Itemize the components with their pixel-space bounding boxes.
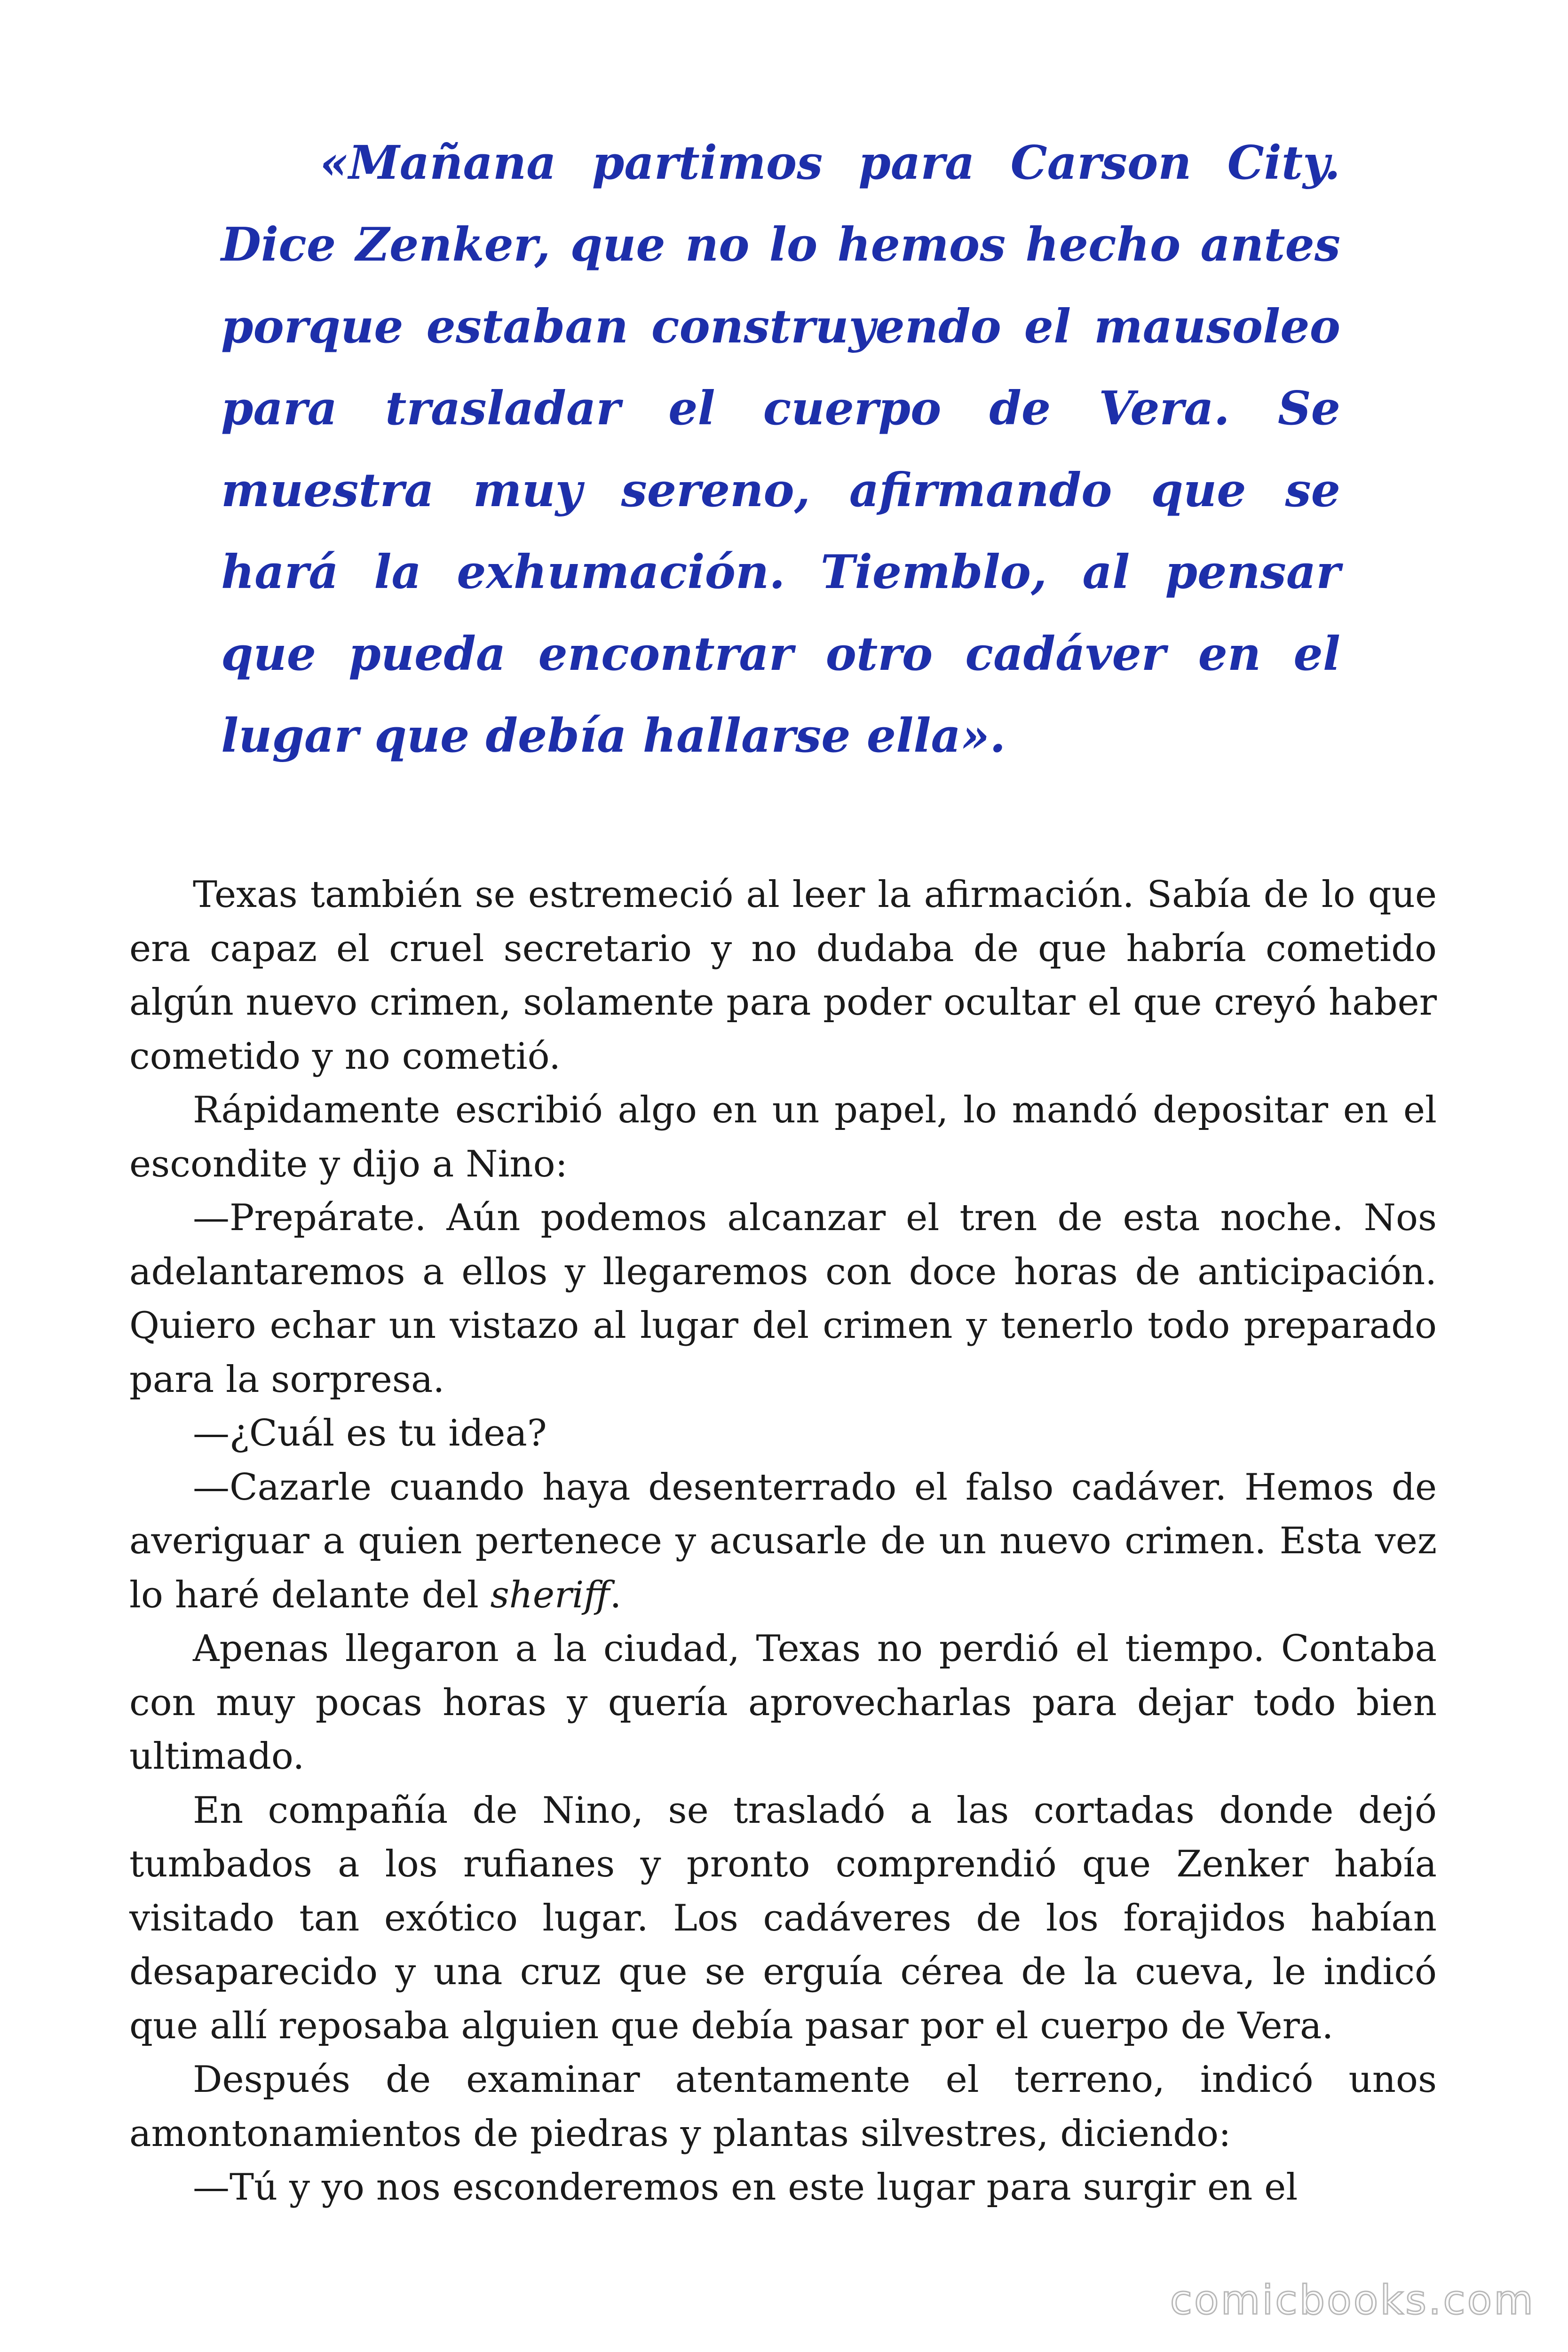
dialogue-paragraph [129,1461,1437,1622]
paragraph-text: —Cazarle cuando haya desenterrado el falso cadáver. Hemos de averiguar a quien pertenece y acusarle de un nuevo crimen. Esta vez lo haré delante del [129,1466,1437,1616]
watermark-text: comicbooks.com [1170,2277,1535,2324]
paragraph: Texas también se estremeció al leer la afirmación. Sabía de lo que era capaz el cruel secretario y no dudaba de que habría cometido algún nuevo crimen, solamente para poder ocultar el que creyó haber cometido y no cometió. [129,874,1437,1078]
paragraph: Después de examinar atentamente el terreno, indicó unos amontonamientos de piedras y plantas silvestres, diciendo: [129,2058,1437,2155]
narrative-body [129,868,1437,2215]
dialogue-paragraph: —Prepárate. Aún podemos alcanzar el tren de esta noche. Nos adelantaremos a ellos y llegaremos con doce horas de anticipación. Quiero echar un vistazo al lugar del crimen y tenerlo todo preparado para la sorpresa. [129,1197,1437,1401]
paragraph-text: . [610,1573,622,1616]
dialogue-paragraph: —Tú y yo nos esconderemos en este lugar para surgir en el [193,2166,1298,2209]
paragraph: En compañía de Nino, se trasladó a las cortadas donde dejó tumbados a los rufianes y pronto comprendió que Zenker había visitado tan exótico lugar. Los cadáveres de los forajidos habían desaparecido y una cruz que se erguía cérea de la cueva, le indicó que allí reposaba alguien que debía pasar por el cuerpo de Vera. [129,1789,1437,2047]
dialogue-paragraph: —¿Cuál es tu idea? [193,1412,547,1454]
handwritten-letter-quote [221,122,1340,777]
paragraph: Apenas llegaron a la ciudad, Texas no perdió el tiempo. Contaba con muy pocas horas y quería aprovecharlas para dejar todo bien ultimado. [129,1628,1437,1778]
letter-text: «Mañana partimos para Carson City. Dice Zenker, que no lo hemos hecho antes porque estaban construyendo el mausoleo para trasladar el cuerpo de Vera. Se muestra muy sereno, afirmando que se hará la exhumación. Tiemblo, al pensar que pueda encontrar otro cadáver en el lugar que debía hallarse ella». [221,136,1340,763]
paragraph: Rápidamente escribió algo en un papel, lo mandó depositar en el escondite y dijo a Nino: [129,1089,1437,1185]
emphasized-word: sheriff [490,1573,610,1616]
